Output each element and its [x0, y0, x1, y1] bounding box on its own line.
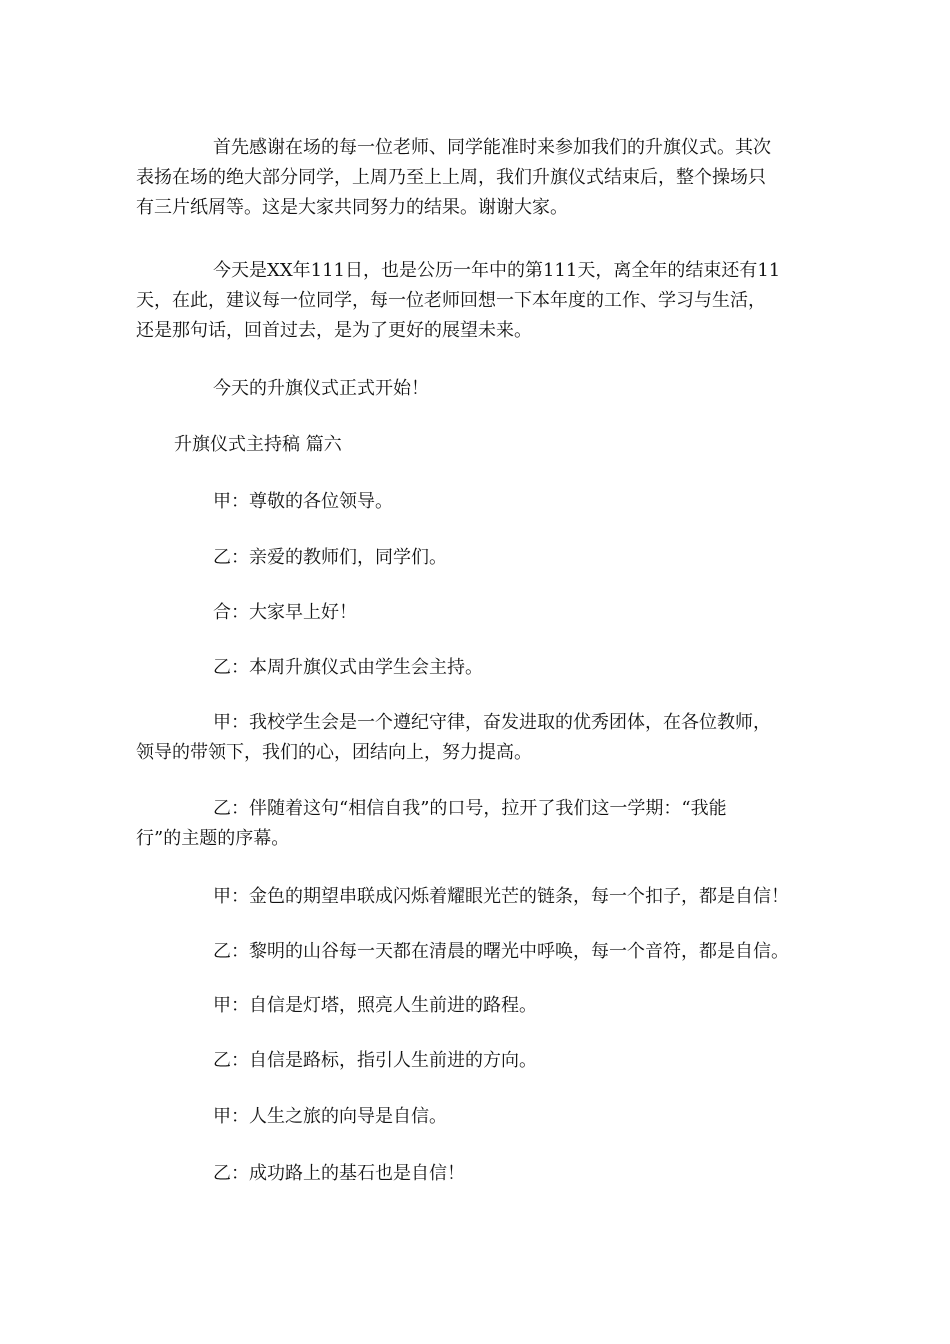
dialogue-line — [136, 1046, 826, 1076]
text-line: 行”的主题的序幕。 — [136, 828, 290, 849]
text-line: 甲：尊敬的各位领导。 — [213, 491, 393, 512]
dialogue-line — [136, 882, 826, 912]
dialogue-line — [136, 1159, 826, 1189]
section-heading-text: 升旗仪式主持稿 篇六 — [174, 434, 342, 455]
text-line: 表扬在场的绝大部分同学，上周乃至上上周，我们升旗仪式结束后，整个操场只 — [136, 167, 766, 188]
text-line: 甲：自信是灯塔，照亮人生前进的路程。 — [213, 995, 537, 1016]
date-paragraph — [136, 256, 826, 346]
text-line: 有三片纸屑等。这是大家共同努力的结果。谢谢大家。 — [136, 197, 568, 218]
text-line: 乙：亲爱的教师们，同学们。 — [213, 547, 447, 568]
text-line: 甲：我校学生会是一个遵纪守律，奋发进取的优秀团体，在各位教师， — [213, 712, 771, 733]
dialogue-line — [136, 487, 826, 517]
text-line: 甲：人生之旅的向导是自信。 — [213, 1106, 447, 1127]
text-line: 甲：金色的期望串联成闪烁着耀眼光芒的链条，每一个扣子，都是自信！ — [213, 886, 789, 907]
dialogue-line — [136, 543, 826, 573]
section-heading — [136, 430, 826, 460]
dialogue-line — [136, 1102, 826, 1132]
ceremony-start-paragraph — [136, 374, 826, 404]
text-line: 首先感谢在场的每一位老师、同学能准时来参加我们的升旗仪式。其次 — [213, 137, 771, 158]
text-line: 今天是XX年111日，也是公历一年中的第111天，离全年的结束还有11 — [213, 260, 781, 281]
text-line: 乙：自信是路标，指引人生前进的方向。 — [213, 1050, 537, 1071]
dialogue-line — [136, 598, 826, 628]
text-line: 乙：成功路上的基石也是自信！ — [213, 1163, 465, 1184]
dialogue-line — [136, 794, 826, 854]
opening-thanks-paragraph — [136, 133, 826, 223]
text-line: 乙：黎明的山谷每一天都在清晨的曙光中呼唤，每一个音符，都是自信。 — [213, 941, 789, 962]
dialogue-line — [136, 708, 826, 768]
text-line: 天，在此，建议每一位同学，每一位老师回想一下本年度的工作、学习与生活， — [136, 290, 766, 311]
text-line: 领导的带领下，我们的心，团结向上，努力提高。 — [136, 742, 532, 763]
text-line: 乙：伴随着这句“相信自我”的口号，拉开了我们这一学期：“我能 — [213, 798, 727, 819]
text-line: 今天的升旗仪式正式开始！ — [213, 378, 429, 399]
text-line: 乙：本周升旗仪式由学生会主持。 — [213, 657, 483, 678]
text-line: 合：大家早上好！ — [213, 602, 357, 623]
dialogue-line — [136, 937, 826, 967]
dialogue-line — [136, 653, 826, 683]
dialogue-line — [136, 991, 826, 1021]
text-line: 还是那句话，回首过去，是为了更好的展望未来。 — [136, 320, 532, 341]
